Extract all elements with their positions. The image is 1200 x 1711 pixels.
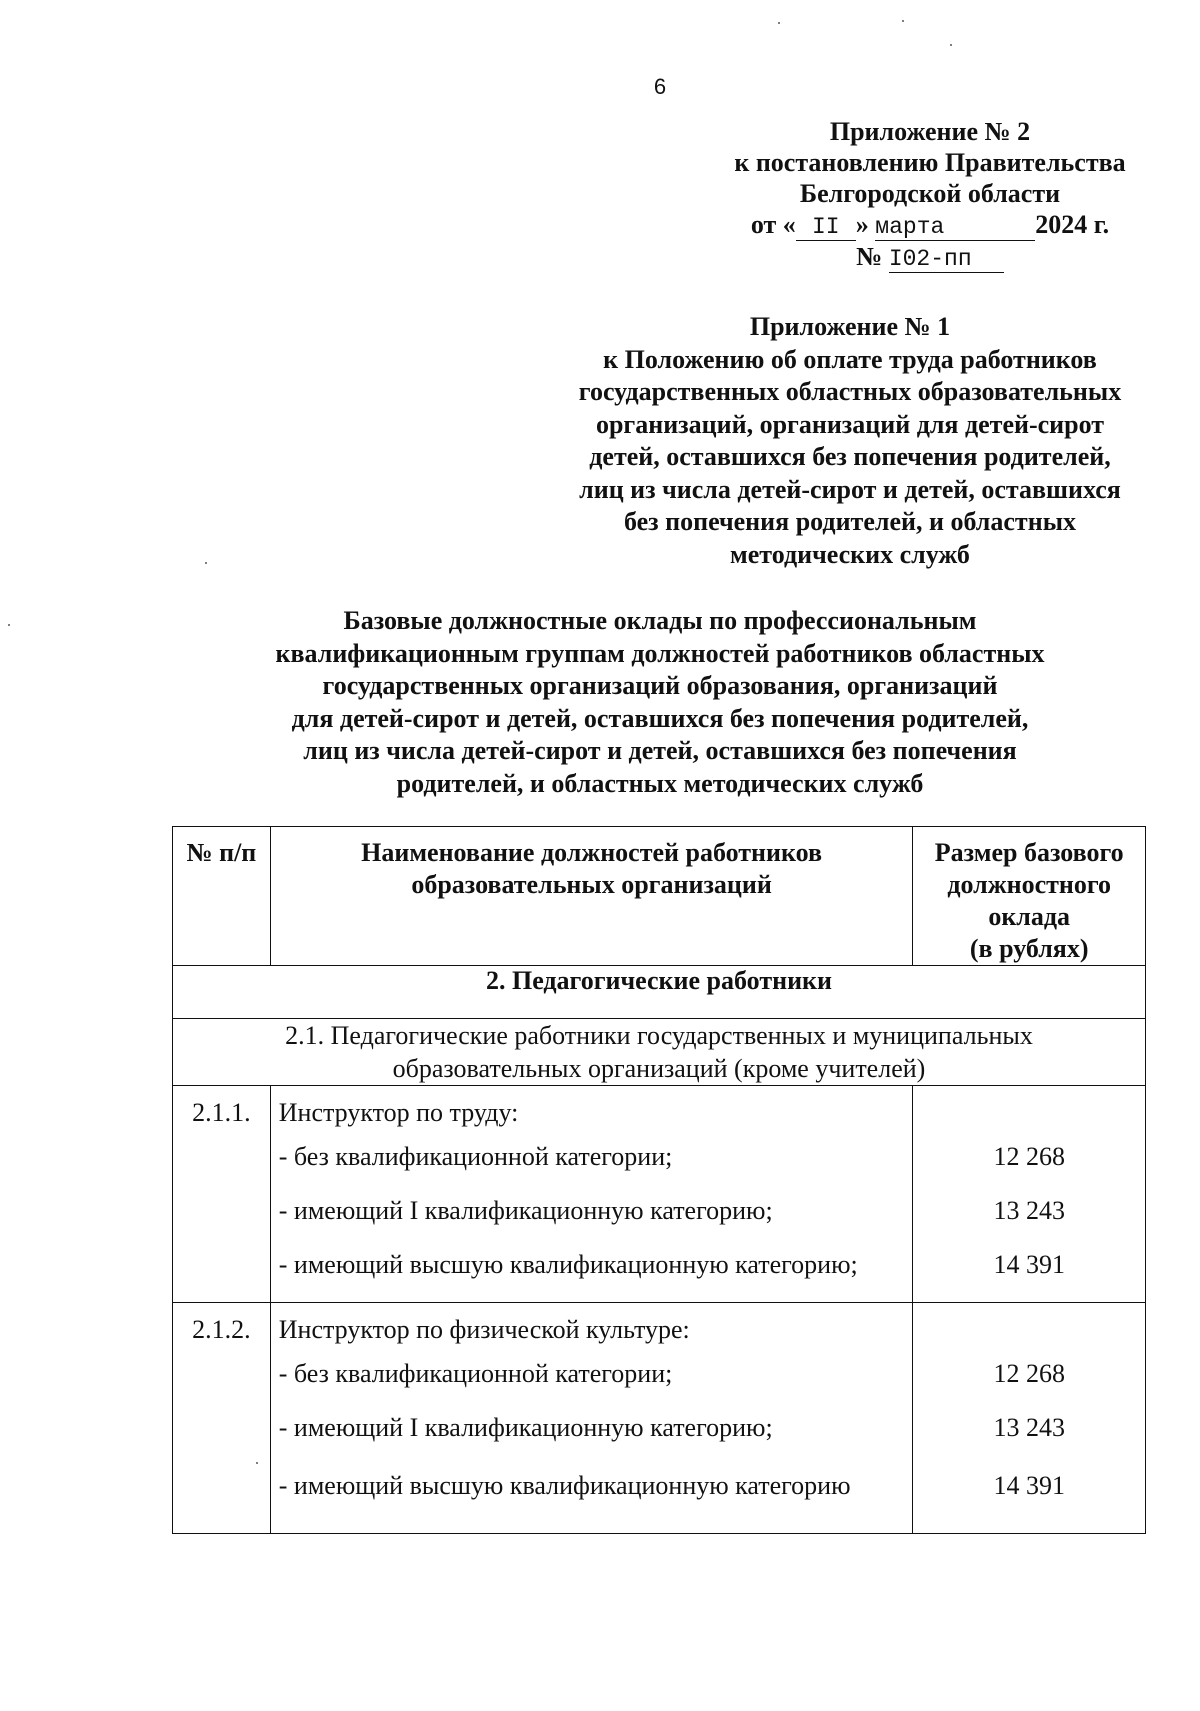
header-name-line-2: образовательных организаций	[411, 870, 772, 899]
table-header-row	[173, 827, 1146, 966]
title-line: Базовые должностные оклады по профессиональным	[343, 606, 977, 635]
page-number: 6	[653, 74, 667, 99]
header-salary-line: должностного	[947, 870, 1112, 899]
title-line: квалификационным группам должностей работников областных	[275, 638, 1045, 668]
salary-value: 13 243	[993, 1413, 1065, 1442]
scan-speck	[8, 624, 10, 626]
appendix-line: без попечения родителей, и областных	[623, 507, 1076, 536]
title-line: лиц из числа детей-сирот и детей, оставшихся без попечения	[303, 736, 1017, 765]
salary-value: 12 268	[993, 1142, 1065, 1171]
document-number: I02-пп	[889, 246, 1004, 273]
date-mid: »	[855, 210, 869, 239]
group-title: Инструктор по труду:	[278, 1098, 519, 1127]
title-line: государственных организаций образования, организаций	[322, 671, 998, 700]
date-day: II	[796, 214, 856, 241]
approval-line-2: к постановлению Правительства	[734, 148, 1126, 177]
header-salary-line: (в рублях)	[969, 934, 1089, 963]
appendix-line: государственных областных образовательных	[578, 377, 1122, 406]
approval-block	[680, 116, 1180, 273]
scan-speck	[205, 562, 207, 564]
subsection-title	[173, 1019, 1146, 1086]
group-positions	[270, 1086, 913, 1303]
scan-speck	[950, 44, 952, 46]
position-label: - без квалификационной категории;	[278, 1359, 673, 1388]
number-prefix: №	[856, 242, 883, 271]
date-month: марта	[875, 214, 1035, 241]
appendix-line: организаций, организаций для детей-сирот	[595, 409, 1105, 439]
header-salary-line: Размер базового	[934, 838, 1124, 867]
position-label: - имеющий высшую квалификационную категорию;	[278, 1250, 858, 1279]
scan-speck	[778, 22, 780, 24]
group-number: 2.1.1.	[173, 1086, 271, 1303]
group-title: Инструктор по физической культуре:	[278, 1315, 690, 1344]
subsection-row	[173, 1019, 1146, 1086]
salary-value: 12 268	[993, 1359, 1065, 1388]
salary-value: 13 243	[993, 1196, 1065, 1225]
salary-table	[172, 826, 1146, 1534]
header-name	[270, 827, 913, 966]
approval-date-line	[680, 209, 1180, 241]
appendix-line: детей, оставшихся без попечения родителей,	[589, 442, 1111, 471]
date-year: 2024 г.	[1035, 210, 1110, 239]
salary-value: 14 391	[993, 1250, 1065, 1279]
document-title	[160, 605, 1160, 800]
date-prefix: от «	[750, 210, 796, 239]
header-num: № п/п	[173, 827, 271, 966]
appendix-line: методических служб	[730, 539, 970, 569]
scan-speck	[256, 1462, 258, 1464]
section-title: 2. Педагогические работники	[173, 966, 1146, 1019]
appendix-line: лиц из числа детей-сирот и детей, оставшихся	[579, 474, 1121, 504]
table-row	[173, 1086, 1146, 1303]
title-line: для детей-сирот и детей, оставшихся без попечения родителей,	[291, 703, 1029, 733]
salary-value: 14 391	[993, 1471, 1065, 1500]
appendix-line: к Положению об оплате труда работников	[603, 344, 1097, 374]
header-salary	[913, 827, 1146, 966]
appendix-line: Приложение № 1	[749, 312, 951, 341]
title-line: родителей, и областных методических служб	[396, 768, 924, 798]
position-label: - имеющий высшую квалификационную категорию	[278, 1471, 851, 1500]
subsection-line-2: образовательных организаций (кроме учителей)	[392, 1054, 926, 1083]
section-row	[173, 966, 1146, 1019]
position-label: - без квалификационной категории;	[278, 1142, 673, 1171]
group-positions	[270, 1303, 913, 1534]
subsection-line-1: 2.1. Педагогические работники государственных и муниципальных	[285, 1021, 1033, 1050]
group-salaries	[913, 1303, 1146, 1534]
header-name-line-1: Наименование должностей работников	[361, 838, 823, 867]
position-label: - имеющий I квалификационную категорию;	[278, 1413, 773, 1442]
scan-speck	[902, 20, 904, 22]
approval-line-3: Белгородской области	[799, 179, 1061, 208]
appendix-header	[545, 311, 1155, 571]
group-salaries	[913, 1086, 1146, 1303]
position-label: - имеющий I квалификационную категорию;	[278, 1196, 773, 1225]
approval-line-1: Приложение № 2	[829, 117, 1031, 146]
header-salary-line: оклада	[988, 902, 1071, 931]
approval-number-line	[680, 241, 1180, 273]
group-number: 2.1.2.	[173, 1303, 271, 1534]
table-row	[173, 1303, 1146, 1534]
